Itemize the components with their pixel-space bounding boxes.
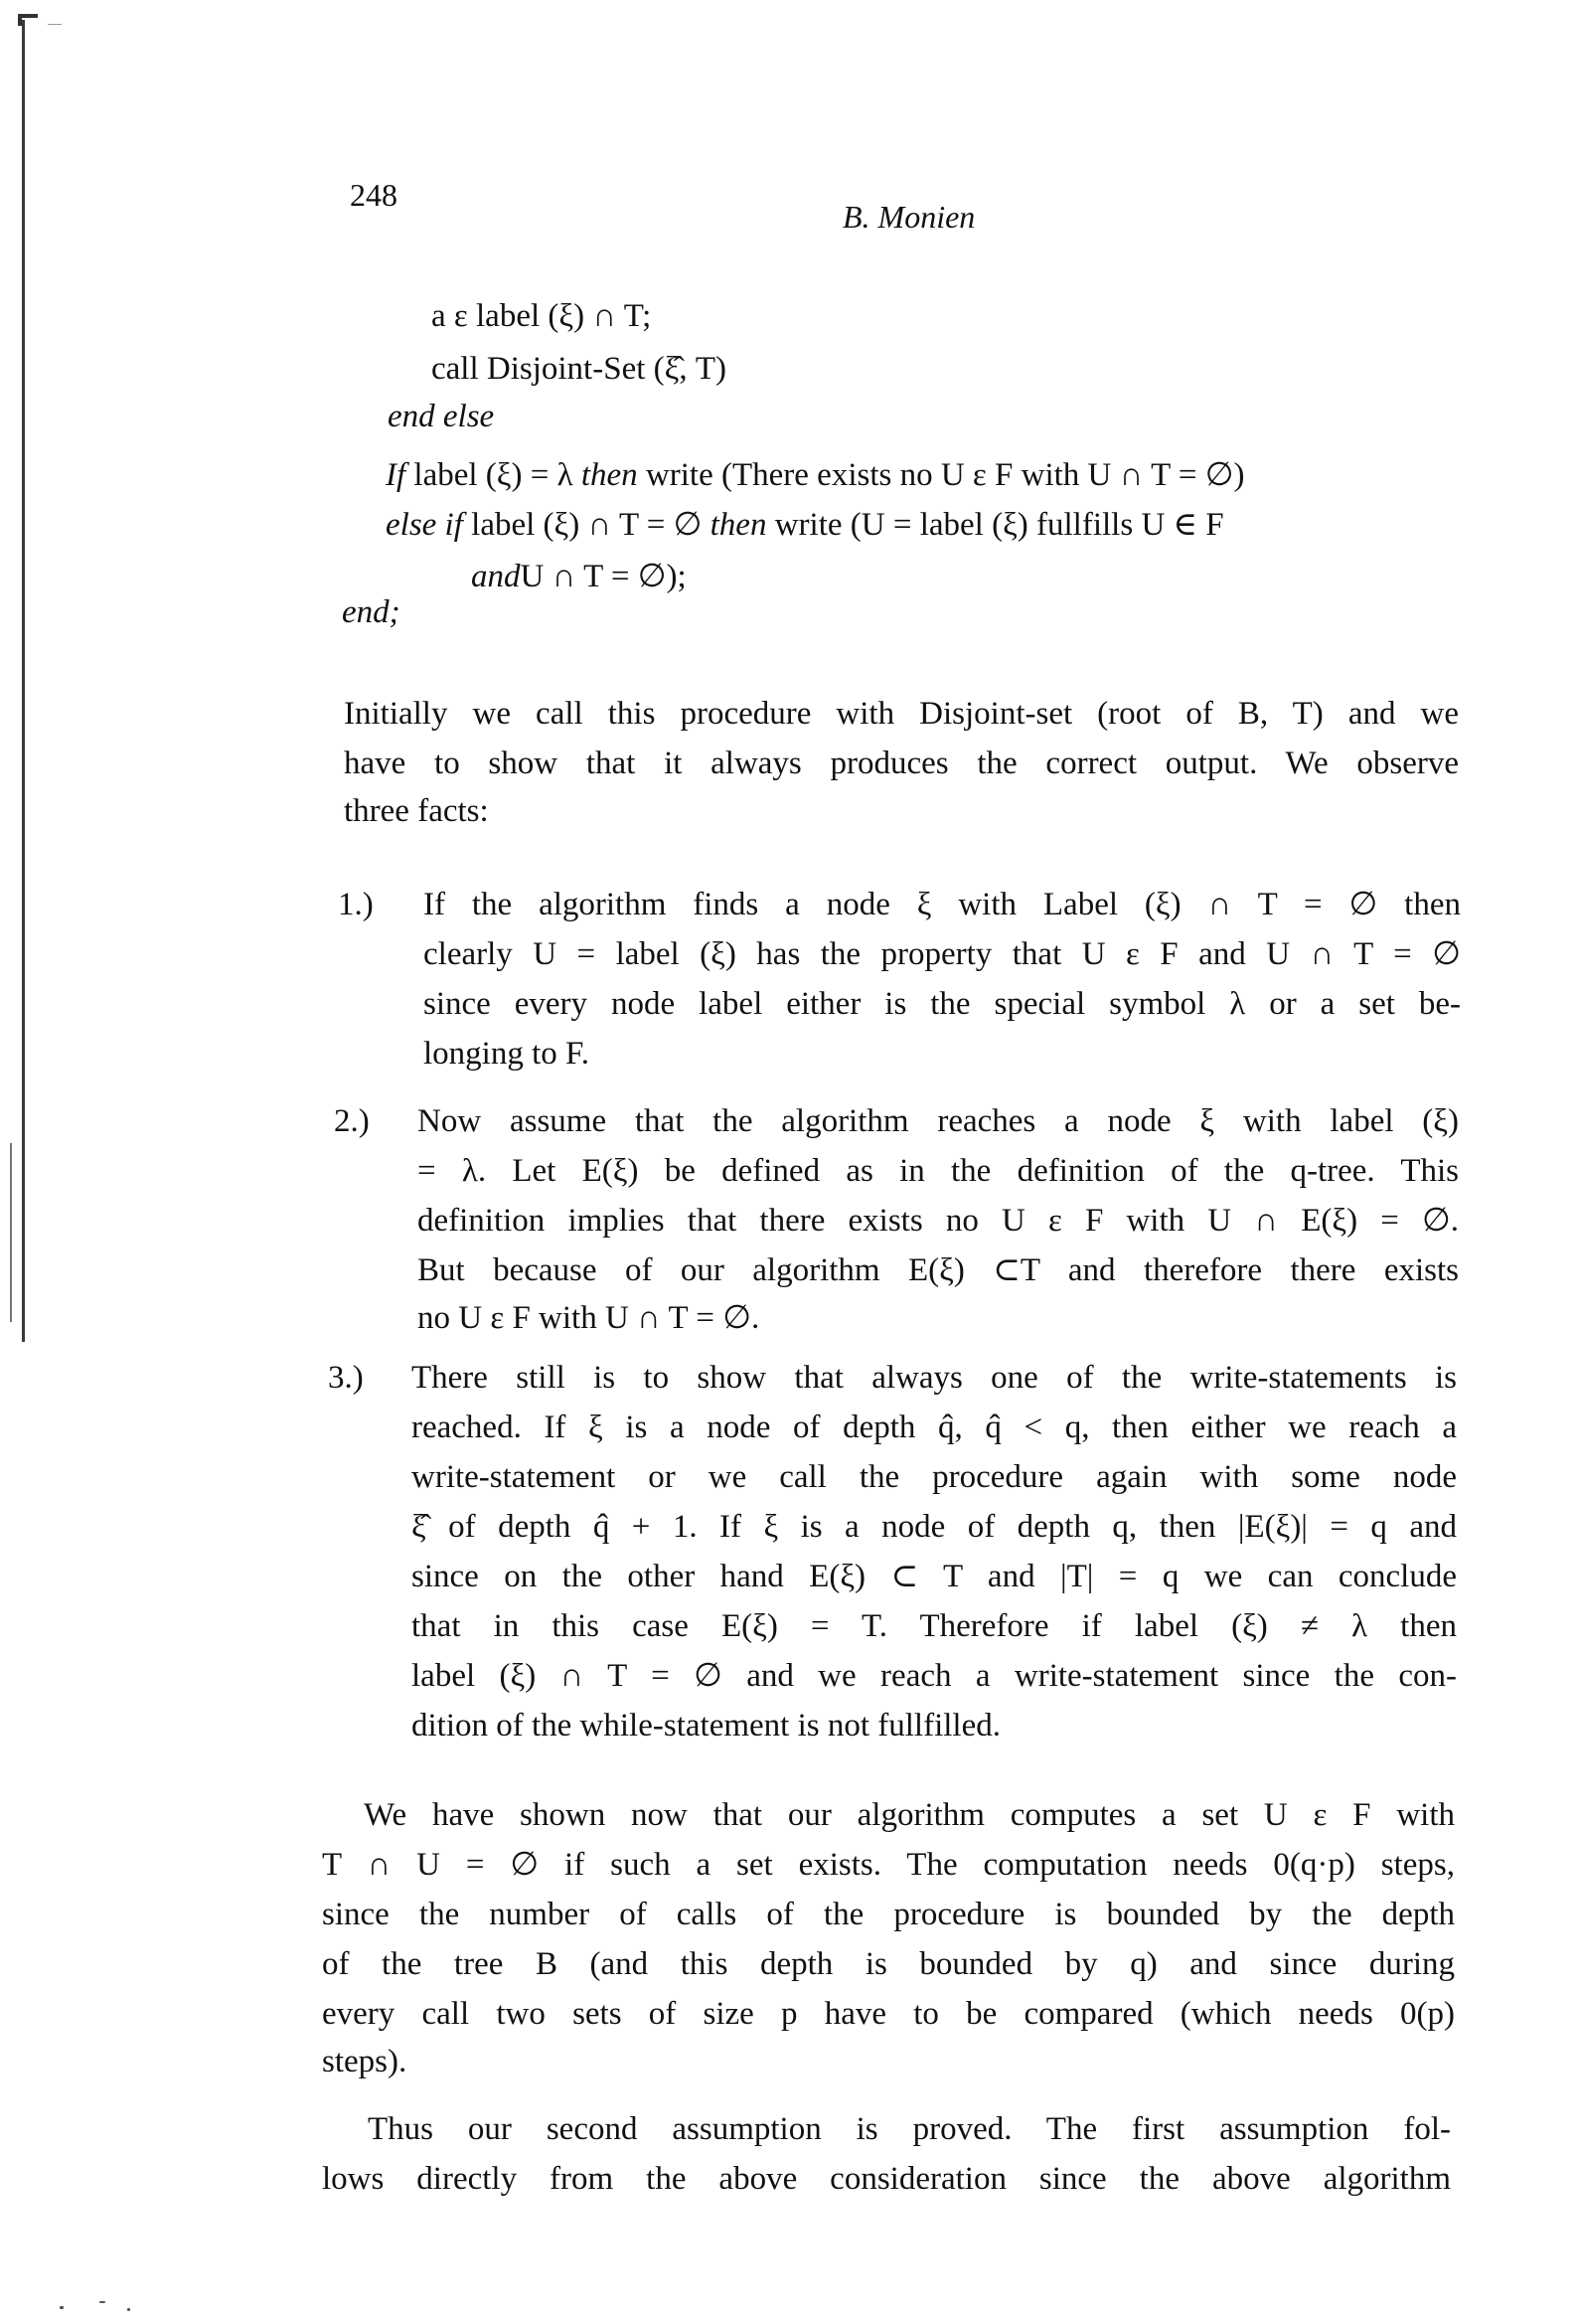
code-line-7: end; xyxy=(342,594,400,630)
scan-corner-mark xyxy=(18,14,38,26)
fact-line: If the algorithm finds a node ξ with Label (ξ) ∩ T = ∅ then xyxy=(423,887,1461,922)
scan-edge-line xyxy=(22,20,25,1342)
fact-line: that in this case E(ξ) = T. Therefore if label (ξ) ≠ λ then xyxy=(411,1608,1457,1644)
scan-corner-dash xyxy=(48,24,62,25)
scan-speck xyxy=(127,2308,130,2311)
fact-line: since on the other hand E(ξ) ⊂ T and |T| = q we can conclude xyxy=(411,1559,1457,1594)
scan-speck xyxy=(99,2301,105,2303)
code-line-2: call Disjoint-Set (ξ̂, T) xyxy=(431,351,726,387)
fact-number: 1.) xyxy=(338,887,374,922)
code-text: write (There exists no U ε F with U ∩ T = ∅) xyxy=(637,457,1245,493)
code-line-6 xyxy=(471,561,687,593)
code-line-3: end else xyxy=(388,399,495,434)
fact-line: definition implies that there exists no U ε F with U ∩ E(ξ) = ∅. xyxy=(417,1203,1459,1239)
body-line: lows directly from the above consideration since the above algorithm xyxy=(322,2161,1451,2197)
body-line: of the tree B (and this depth is bounded by q) and since during xyxy=(322,1946,1455,1982)
scan-speck xyxy=(60,2306,64,2309)
fact-line: since every node label either is the special symbol λ or a set be- xyxy=(423,986,1461,1022)
body-line: Thus our second assumption is proved. The first assumption fol- xyxy=(368,2111,1451,2147)
code-text: label (ξ) = λ xyxy=(405,457,581,493)
code-text: label (ξ) ∩ T = ∅ xyxy=(462,507,710,543)
body-line: since the number of calls of the procedure is bounded by the depth xyxy=(322,1897,1455,1932)
body-line: We have shown now that our algorithm computes a set U ε F with xyxy=(364,1797,1455,1833)
code-line-1: a ε label (ξ) ∩ T; xyxy=(431,298,652,334)
keyword-else-if: else if xyxy=(386,507,463,543)
fact-line: Now assume that the algorithm reaches a node ξ with label (ξ) xyxy=(417,1103,1459,1139)
fact-line: label (ξ) ∩ T = ∅ and we reach a write-statement since the con- xyxy=(411,1658,1457,1694)
fact-line: write-statement or we call the procedure again with some node xyxy=(411,1459,1457,1495)
keyword-then: then xyxy=(580,457,638,493)
keyword-and: and xyxy=(471,559,521,594)
intro-line: three facts: xyxy=(344,793,489,829)
code-text: U ∩ T = ∅); xyxy=(520,559,687,594)
code-line-5 xyxy=(386,509,1224,542)
fact-line: dition of the while-statement is not fullfilled. xyxy=(411,1708,1001,1743)
keyword-then: then xyxy=(710,507,767,543)
fact-line: There still is to show that always one of the write-statements is xyxy=(411,1360,1457,1396)
fact-line: ξ̂ of depth q̂ + 1. If ξ is a node of depth q, then |E(ξ)| = q and xyxy=(411,1509,1457,1545)
fact-line: no U ε F with U ∩ T = ∅. xyxy=(417,1300,760,1336)
code-text: write (U = label (ξ) fullfills U ∈ F xyxy=(766,507,1224,543)
fact-line: longing to F. xyxy=(423,1036,589,1072)
fact-line: reached. If ξ is a node of depth q̂, q̂ < q, then either we reach a xyxy=(411,1410,1457,1445)
code-line-4 xyxy=(386,459,1245,492)
fact-number: 3.) xyxy=(328,1360,364,1396)
fact-number: 2.) xyxy=(334,1103,370,1139)
running-head: B. Monien xyxy=(843,199,976,235)
keyword-if: If xyxy=(386,457,406,493)
fact-line: clearly U = label (ξ) has the property that U ε F and U ∩ T = ∅ xyxy=(423,936,1461,972)
intro-line: Initially we call this procedure with Disjoint-set (root of B, T) and we xyxy=(344,696,1459,732)
scan-edge-line-lower xyxy=(10,1143,12,1322)
body-line: every call two sets of size p have to be compared (which needs 0(p) xyxy=(322,1996,1455,2032)
body-line: T ∩ U = ∅ if such a set exists. The computation needs 0(q·p) steps, xyxy=(322,1847,1455,1883)
page-number: 248 xyxy=(350,177,397,213)
fact-line: But because of our algorithm E(ξ) ⊂T and therefore there exists xyxy=(417,1252,1459,1288)
fact-line: = λ. Let E(ξ) be defined as in the definition of the q-tree. This xyxy=(417,1153,1459,1189)
body-line: steps). xyxy=(322,2044,407,2079)
intro-line: have to show that it always produces the correct output. We observe xyxy=(344,746,1459,781)
